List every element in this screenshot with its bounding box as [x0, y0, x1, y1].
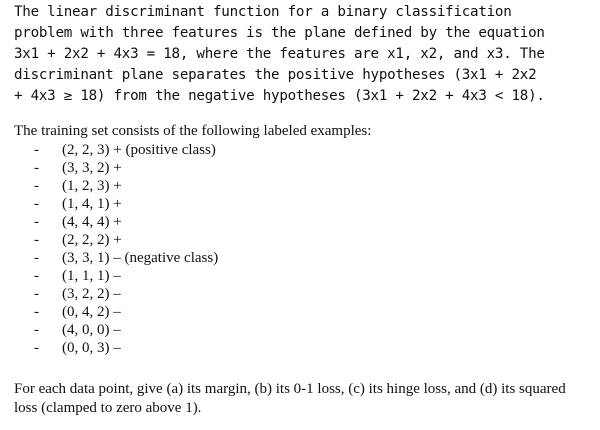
example-text: (1, 1, 1) – [62, 268, 121, 284]
list-item [34, 141, 218, 159]
example-text: (3, 3, 2) + [62, 160, 122, 176]
list-item [34, 303, 218, 321]
list-item [34, 159, 218, 177]
bullet-dash: - [34, 160, 39, 176]
example-text: (4, 0, 0) – [62, 322, 121, 338]
example-text: (4, 4, 4) + [62, 214, 122, 230]
example-text: (0, 0, 3) – [62, 340, 121, 356]
bullet-dash: - [34, 142, 39, 158]
list-item [34, 339, 218, 357]
example-text: (2, 2, 3) + (positive class) [62, 142, 216, 158]
list-item [34, 213, 218, 231]
bullet-dash: - [34, 178, 39, 194]
list-item [34, 177, 218, 195]
bullet-dash: - [34, 304, 39, 320]
list-item [34, 231, 218, 249]
bullet-dash: - [34, 268, 39, 284]
training-example-list [34, 141, 218, 357]
example-text: (1, 4, 1) + [62, 196, 122, 212]
training-set-heading: The training set consists of the following labeled examples: [14, 123, 372, 139]
list-item [34, 195, 218, 213]
bullet-dash: - [34, 340, 39, 356]
bullet-dash: - [34, 232, 39, 248]
bullet-dash: - [34, 322, 39, 338]
bullet-dash: - [34, 250, 39, 266]
list-item [34, 285, 218, 303]
example-text: (1, 2, 3) + [62, 178, 122, 194]
example-text: (3, 3, 1) – (negative class) [62, 250, 219, 266]
list-item [34, 249, 218, 267]
example-text: (2, 2, 2) + [62, 232, 122, 248]
task-instructions: For each data point, give (a) its margin, (b) its 0-1 loss, (c) its hinge loss, and (d) its squared loss (clamped to zero above 1). [14, 381, 566, 416]
example-text: (3, 2, 2) – [62, 286, 121, 302]
list-item [34, 267, 218, 285]
bullet-dash: - [34, 286, 39, 302]
intro-paragraph: The linear discriminant function for a binary classification problem with three features is the plane defined by the equation 3x1 + 2x2 + 4x3 = 18, where the features are x1, x2, and x3. The discriminant plane separates the positive hypotheses (3x1 + 2x2 + 4x3 ≥ 18) from the negative hypotheses (3x1 + 2x2 + 4x3 < 18). [14, 4, 545, 104]
bullet-dash: - [34, 214, 39, 230]
example-text: (0, 4, 2) – [62, 304, 121, 320]
list-item [34, 321, 218, 339]
bullet-dash: - [34, 196, 39, 212]
